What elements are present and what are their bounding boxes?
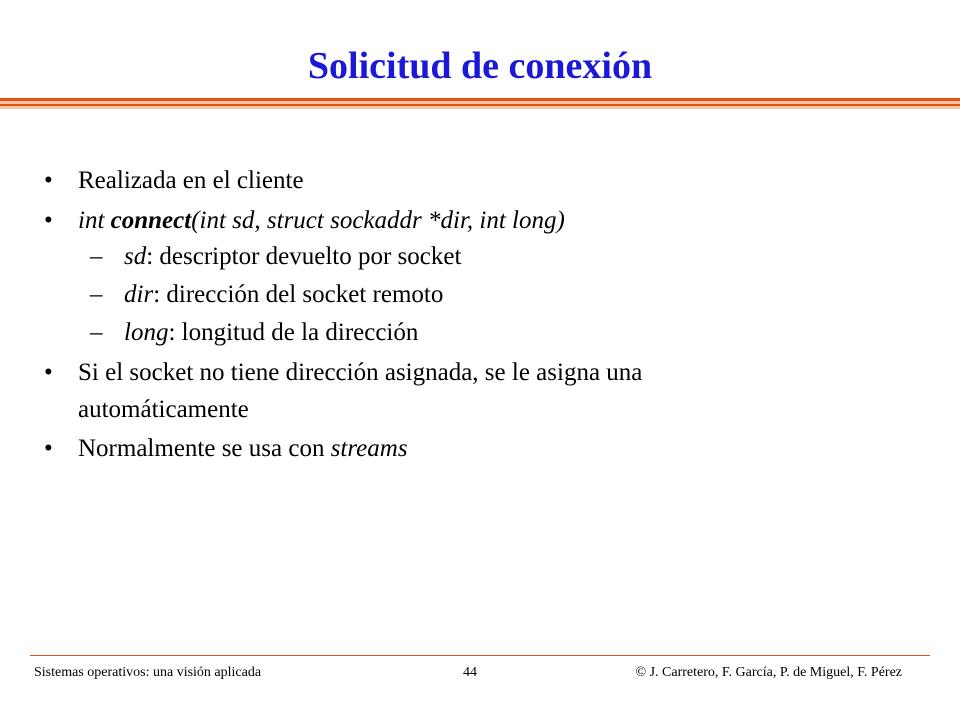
signature-return-type: int [78,207,105,234]
parameter-list [78,238,924,352]
dash-marker: – [90,281,103,308]
title-divider-light-band-2 [0,106,960,109]
bullet-item [44,162,924,200]
footer-copyright: © J. Carretero, F. García, P. de Miguel, F. Pérez [635,665,902,680]
footer-page-number: 44 [463,665,477,680]
parameter-desc: : dirección del socket remoto [153,281,444,308]
footer-book-title: Sistemas operativos: una visión aplicada [34,665,262,680]
footer-divider [30,655,930,656]
parameter-item-dir [78,276,924,314]
bullet-text: Realizada en el cliente [78,167,304,194]
bullet-marker: • [44,435,53,462]
bullet-text-plain: Normalmente se usa con [78,435,331,462]
parameter-term: sd [124,243,147,270]
parameter-term: long [124,319,169,346]
bullet-marker: • [44,359,53,386]
parameter-item-long [78,314,924,352]
bullet-marker: • [44,207,53,234]
bullet-text [78,354,924,428]
bullet-text-emphasis: streams [330,435,408,462]
bullet-item-signature [44,202,924,352]
slide-content [44,162,924,470]
parameter-desc: : longitud de la dirección [168,319,419,346]
signature-function-name: connect [110,207,192,234]
title-divider [0,98,960,112]
parameter-term: dir [124,281,154,308]
bullet-item [44,430,924,468]
slide-title: Solicitud de conexión [307,45,653,87]
signature-params: (int sd, struct sockaddr *dir, int long) [191,207,565,234]
bullet-text [78,430,924,468]
bullet-item [44,354,924,428]
bullet-marker: • [44,167,53,194]
parameter-item-sd [78,238,924,276]
function-signature [78,202,924,240]
bullet-text-line-1: Si el socket no tiene dirección asignada, se le asigna una [78,359,643,386]
bullet-text-line-2: automáticamente [78,396,249,423]
dash-marker: – [90,319,103,346]
parameter-desc: : descriptor devuelto por socket [146,243,462,270]
dash-marker: – [90,243,103,270]
